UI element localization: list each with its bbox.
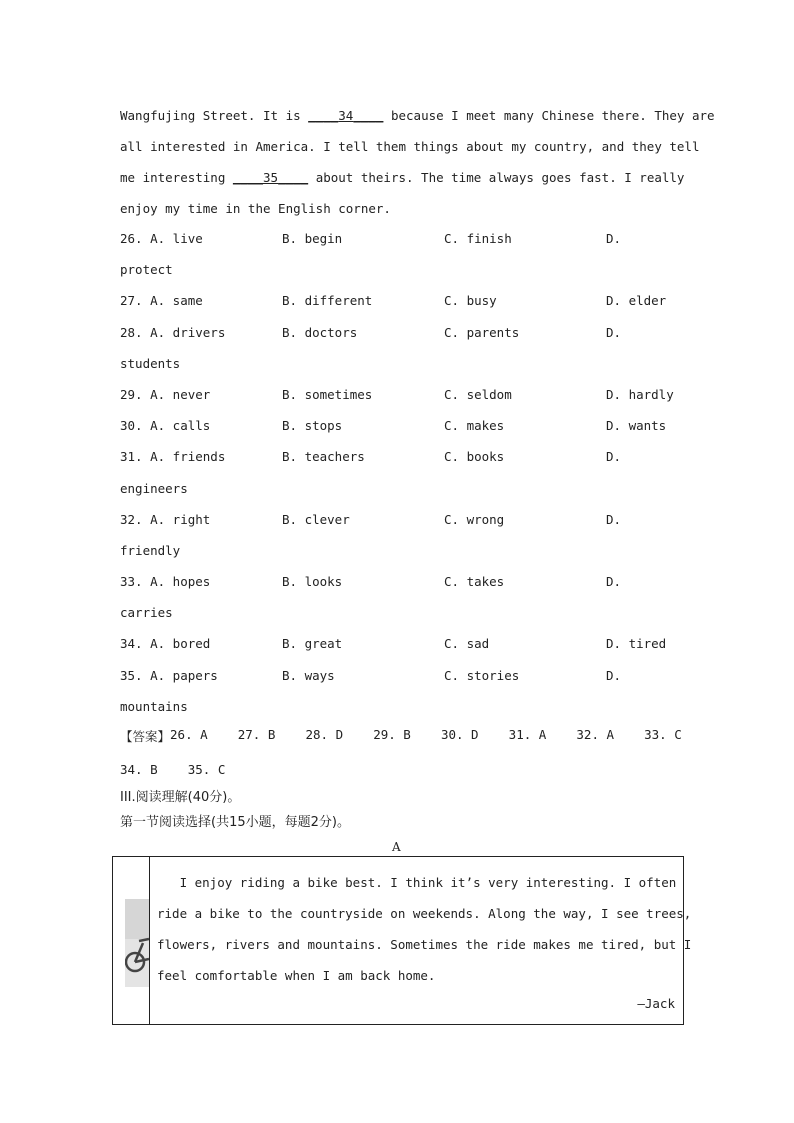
- passage-text: me interesting: [120, 170, 233, 185]
- question-row: [120, 660, 680, 691]
- option-d-wrapped: friendly: [120, 542, 181, 558]
- answer-line-2: 34. B 35. C: [120, 762, 226, 777]
- option-b: B. doctors: [282, 324, 358, 340]
- question-number-and-option-a: 35. A. papers: [120, 667, 218, 683]
- option-b: B. begin: [282, 231, 343, 246]
- option-d-wrapped: carries: [120, 605, 173, 621]
- question-number-and-option-a: 34. A. bored: [120, 636, 211, 652]
- question-number-and-option-a: 26. A. live: [120, 231, 203, 246]
- option-d-wrapped: students: [120, 355, 181, 371]
- question-number-and-option-a: 32. A. right: [120, 511, 211, 527]
- reading-box: [112, 856, 692, 1025]
- question-row-wrap: [120, 691, 680, 722]
- question-row: [120, 410, 680, 441]
- option-d: D.: [606, 231, 622, 246]
- option-b: B. sometimes: [282, 386, 373, 402]
- subsection-title: 第一节阅读选择(共15小题，每题2分)。: [120, 815, 350, 830]
- option-c: C. wrong: [444, 511, 505, 527]
- option-d-wrapped: mountains: [120, 698, 188, 714]
- reading-line: I enjoy riding a bike best. I think it’s very interesting. I often: [157, 875, 677, 890]
- blank-34: ____34____: [308, 108, 384, 123]
- question-number-and-option-a: 31. A. friends: [120, 449, 226, 465]
- blank-35: ____35____: [232, 170, 309, 185]
- passage-text: enjoy my time in the English corner.: [120, 201, 391, 216]
- option-d: D. elder: [606, 293, 667, 309]
- option-d: D. tired: [606, 636, 667, 652]
- passage-line: [120, 162, 685, 193]
- option-d: D.: [606, 324, 622, 340]
- option-d: D. hardly: [606, 386, 674, 402]
- question-number-and-option-a: 33. A. hopes: [120, 574, 211, 590]
- answer-line-1: 26. A 27. B 28. D 29. B 30. D 31. A 32. A 33. C: [170, 727, 682, 742]
- option-d: D. wants: [606, 418, 667, 434]
- passage-text: Wangfujing Street. It is: [120, 108, 309, 123]
- passage-label: A: [392, 840, 401, 854]
- question-row: [120, 379, 680, 410]
- question-row: [120, 285, 680, 316]
- passage-text: all interested in America. I tell them things about my country, and they tell: [120, 139, 700, 154]
- reading-line: feel comfortable when I am back home.: [157, 968, 436, 983]
- option-c: C. parents: [444, 324, 520, 340]
- option-c: C. takes: [444, 574, 505, 590]
- reading-line: ride a bike to the countryside on weekends. Along the way, I see trees,: [157, 906, 692, 921]
- option-b: B. great: [282, 636, 343, 652]
- passage-line: [120, 193, 676, 224]
- question-row: [120, 317, 680, 348]
- question-row-wrap: [120, 535, 680, 566]
- question-number-and-option-a: 27. A. same: [120, 293, 203, 309]
- question-row: [120, 441, 680, 472]
- passage-line: [120, 100, 715, 131]
- question-options: [120, 223, 680, 722]
- option-b: B. ways: [282, 667, 335, 683]
- option-c: C. makes: [444, 418, 505, 434]
- cloze-passage: [120, 100, 715, 224]
- option-d: D.: [606, 574, 622, 590]
- question-row-wrap: [120, 597, 680, 628]
- question-number-and-option-a: 30. A. calls: [120, 418, 211, 434]
- reading-line: flowers, rivers and mountains. Sometimes the ride makes me tired, but I: [157, 937, 692, 952]
- option-d: D.: [606, 449, 622, 465]
- option-d-wrapped: protect: [120, 262, 173, 278]
- option-c: C. finish: [444, 231, 512, 246]
- option-b: B. stops: [282, 418, 343, 434]
- passage-text: because I meet many Chinese there. They are: [383, 108, 715, 123]
- option-d: D.: [606, 667, 622, 683]
- option-c: C. busy: [444, 293, 497, 309]
- answer-label: 【答案】: [120, 729, 171, 744]
- bicycle-icon: [125, 899, 149, 987]
- option-d-wrapped: engineers: [120, 480, 188, 496]
- box-divider: [149, 857, 150, 1024]
- option-c: C. sad: [444, 636, 490, 652]
- question-row-wrap: [120, 473, 680, 504]
- option-b: B. clever: [282, 511, 350, 527]
- passage-text: about theirs. The time always goes fast. I really: [308, 170, 685, 185]
- option-b: B. different: [282, 293, 373, 309]
- option-c: C. stories: [444, 667, 520, 683]
- question-row: [120, 566, 680, 597]
- option-c: C. seldom: [444, 386, 512, 402]
- question-row: [120, 223, 680, 254]
- question-row-wrap: [120, 254, 680, 285]
- answer-key: [120, 727, 682, 777]
- section-title: III.阅读理解(40分)。: [120, 790, 241, 805]
- question-number-and-option-a: 28. A. drivers: [120, 324, 226, 340]
- question-row-wrap: [120, 348, 680, 379]
- question-number-and-option-a: 29. A. never: [120, 386, 211, 402]
- question-row: [120, 628, 680, 659]
- passage-line: [120, 131, 700, 162]
- question-row: [120, 504, 680, 535]
- option-b: B. looks: [282, 574, 343, 590]
- option-d: D.: [606, 511, 622, 527]
- reading-text: [157, 867, 692, 991]
- option-c: C. books: [444, 449, 505, 465]
- signature: —Jack: [637, 996, 675, 1011]
- option-b: B. teachers: [282, 449, 365, 465]
